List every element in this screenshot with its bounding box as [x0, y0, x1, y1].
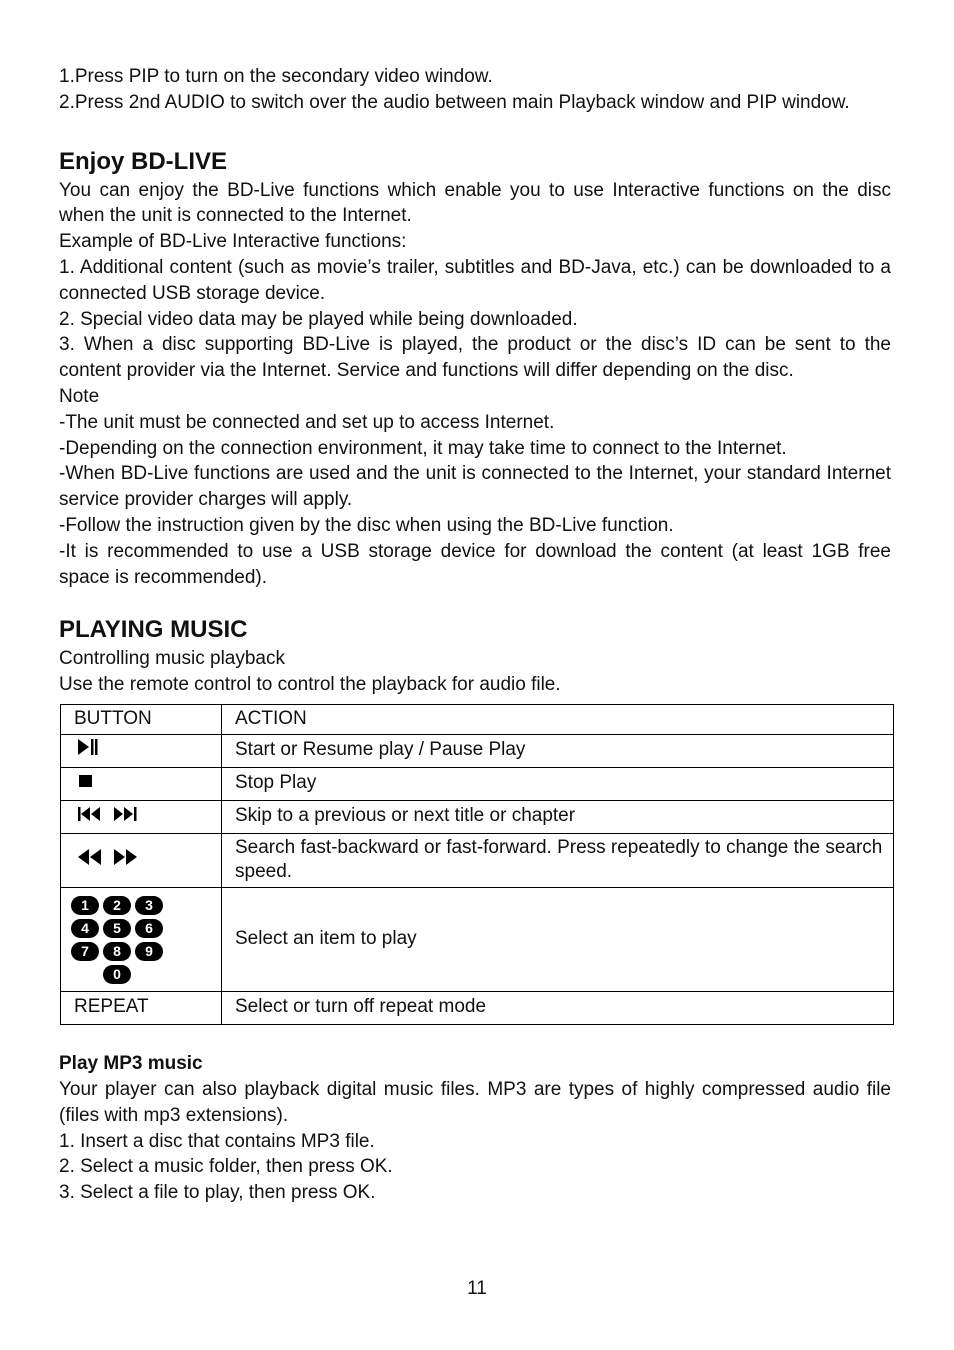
table-cell-action: Skip to a previous or next title or chapter: [222, 800, 894, 833]
music-subheading: Controlling music playback: [59, 648, 285, 670]
table-cell-action: Search fast-backward or fast-forward. Press repeatedly to change the search speed.: [222, 833, 894, 887]
key-1: 1: [71, 896, 99, 915]
bdlive-para: Example of BD-Live Interactive functions:: [59, 231, 407, 253]
key-5: 5: [103, 919, 131, 938]
rewind-icon: [78, 849, 102, 865]
bdlive-note: -Follow the instruction given by the disc when using the BD-Live function.: [59, 514, 674, 536]
mp3-step: 3. Select a file to play, then press OK.: [59, 1182, 376, 1204]
key-4: 4: [71, 919, 99, 938]
bdlive-para: 1. Additional content (such as movie’s trailer, subtitles and BD-Java, etc.) can be downloaded to a connected USB storage device.: [59, 256, 891, 304]
key-9: 9: [135, 942, 163, 961]
bdlive-note: -It is recommended to use a USB storage device for download the content (at least 1GB free space is recommended).: [59, 540, 891, 588]
key-6: 6: [135, 919, 163, 938]
table-row: [61, 887, 894, 991]
bdlive-note: -When BD-Live functions are used and the unit is connected to the Internet, your standard Internet service provider charges will apply.: [59, 463, 891, 511]
play-pause-icon: [74, 739, 98, 755]
bdlive-note: -The unit must be connected and set up to access Internet.: [59, 411, 555, 433]
table-row: [61, 991, 894, 1024]
key-7: 7: [71, 942, 99, 961]
table-cell-action: Stop Play: [222, 767, 894, 800]
music-heading: PLAYING MUSIC: [59, 616, 248, 644]
table-row: [61, 734, 894, 767]
table-header-cell: BUTTON: [61, 704, 222, 734]
table-cell-action: Start or Resume play / Pause Play: [222, 734, 894, 767]
bdlive-para: You can enjoy the BD-Live functions which enable you to use Interactive functions on the disc when the unit is connected to the Internet.: [59, 179, 891, 227]
bdlive-note: -Depending on the connection environment, it may take time to connect to the Internet.: [59, 437, 787, 459]
mp3-para: Your player can also playback digital music files. MP3 are types of highly compressed audio file (files with mp3 extensions).: [59, 1078, 891, 1126]
music-intro: Use the remote control to control the playback for audio file.: [59, 674, 561, 696]
manual-page: [59, 64, 891, 1206]
bdlive-note-label: Note: [59, 385, 100, 407]
key-8: 8: [103, 942, 131, 961]
number-keypad-icon: [61, 888, 221, 990]
button-action-table: [60, 704, 894, 1025]
mp3-step: 1. Insert a disc that contains MP3 file.: [59, 1130, 375, 1152]
key-0: 0: [103, 965, 131, 984]
stop-icon: [74, 774, 94, 788]
key-2: 2: [103, 896, 131, 915]
mp3-step: 2. Select a music folder, then press OK.: [59, 1156, 393, 1178]
bdlive-para: 2. Special video data may be played while being downloaded.: [59, 308, 578, 330]
table-row: [61, 767, 894, 800]
intro-step-1: 1.Press PIP to turn on the secondary video window.: [59, 66, 493, 87]
page-number: 11: [467, 1278, 487, 1299]
intro-step-2: 2.Press 2nd AUDIO to switch over the audio between main Playback window and PIP window.: [59, 91, 850, 113]
table-header-cell: ACTION: [222, 704, 894, 734]
fast-forward-icon: [114, 849, 138, 865]
table-cell-action: Select an item to play: [222, 887, 894, 991]
key-3: 3: [135, 896, 163, 915]
table-cell-button: REPEAT: [61, 991, 222, 1024]
mp3-heading: Play MP3 music: [59, 1052, 203, 1074]
table-row: [61, 800, 894, 833]
table-header-row: [61, 704, 894, 734]
skip-previous-icon: [78, 807, 102, 821]
table-cell-action: Select or turn off repeat mode: [222, 991, 894, 1024]
bdlive-para: 3. When a disc supporting BD-Live is played, the product or the disc’s ID can be sent to the content provider via the Internet. Service and functions will differ depending on the disc.: [59, 334, 891, 382]
table-row: [61, 833, 894, 887]
skip-next-icon: [114, 807, 138, 821]
bdlive-heading: Enjoy BD-LIVE: [59, 147, 228, 175]
